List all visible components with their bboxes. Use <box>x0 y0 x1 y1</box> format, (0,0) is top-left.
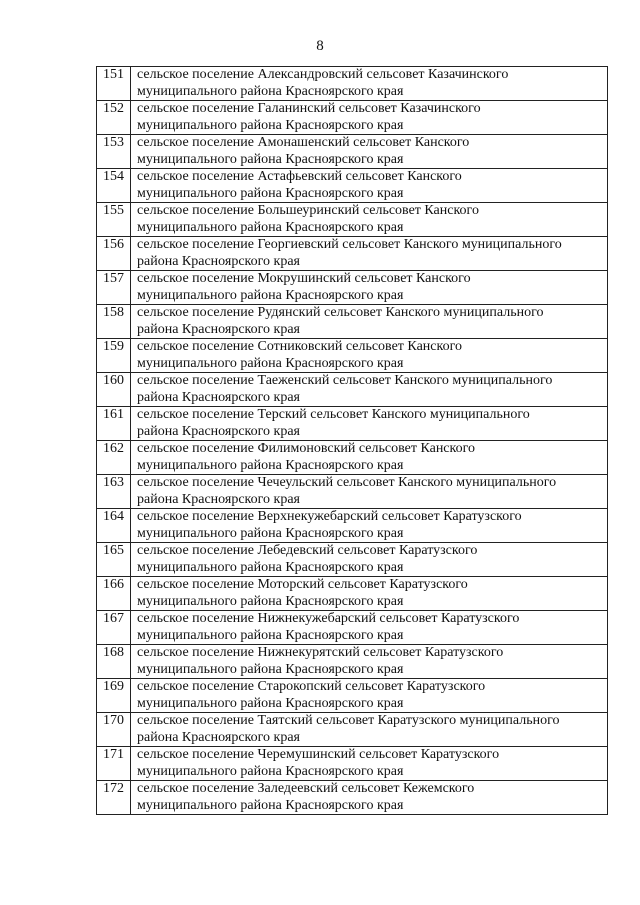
settlement-name-line-2: района Красноярского края <box>137 321 300 337</box>
row-number: 160 <box>97 373 131 407</box>
settlement-name <box>131 101 608 135</box>
table-row <box>97 67 608 101</box>
settlement-name <box>131 747 608 781</box>
settlement-name-line-2: муниципального района Красноярского края <box>137 763 404 779</box>
settlement-name <box>131 271 608 305</box>
settlement-name-line-1: сельское поселение Нижнекужебарский сельсовет Каратузского <box>137 611 520 626</box>
table-row <box>97 679 608 713</box>
settlement-name-line-2: района Красноярского края <box>137 253 300 269</box>
table-row <box>97 509 608 543</box>
settlement-name-line-2: муниципального района Красноярского края <box>137 559 404 575</box>
settlement-name <box>131 713 608 747</box>
row-number: 163 <box>97 475 131 509</box>
settlement-name-line-2: муниципального района Красноярского края <box>137 593 404 609</box>
settlements-table <box>96 66 608 815</box>
settlement-name-line-2: муниципального района Красноярского края <box>137 219 404 235</box>
row-number: 165 <box>97 543 131 577</box>
table-row <box>97 271 608 305</box>
settlement-name-line-2: муниципального района Красноярского края <box>137 695 404 711</box>
row-number: 172 <box>97 781 131 815</box>
settlement-name-line-1: сельское поселение Нижнекурятский сельсовет Каратузского <box>137 645 504 660</box>
row-number: 168 <box>97 645 131 679</box>
settlement-name <box>131 169 608 203</box>
settlement-name-line-1: сельское поселение Александровский сельсовет Казачинского <box>137 67 509 82</box>
settlement-name <box>131 509 608 543</box>
settlement-name-line-1: сельское поселение Георгиевский сельсовет Канского муниципального <box>137 237 562 252</box>
settlement-name-line-2: муниципального района Красноярского края <box>137 151 404 167</box>
table-row <box>97 203 608 237</box>
table-row <box>97 169 608 203</box>
settlement-name <box>131 135 608 169</box>
settlement-name-line-1: сельское поселение Галанинский сельсовет Казачинского <box>137 101 481 116</box>
settlement-name <box>131 237 608 271</box>
row-number: 162 <box>97 441 131 475</box>
settlement-name-line-2: муниципального района Красноярского края <box>137 83 404 99</box>
table-row <box>97 407 608 441</box>
settlement-name-line-1: сельское поселение Рудянский сельсовет Канского муниципального <box>137 305 544 320</box>
table-row <box>97 305 608 339</box>
settlement-name <box>131 305 608 339</box>
row-number: 154 <box>97 169 131 203</box>
settlement-name-line-1: сельское поселение Черемушинский сельсовет Каратузского <box>137 747 500 762</box>
row-number: 170 <box>97 713 131 747</box>
settlement-name <box>131 339 608 373</box>
settlement-name-line-2: муниципального района Красноярского края <box>137 185 404 201</box>
settlement-name <box>131 781 608 815</box>
settlement-name <box>131 407 608 441</box>
table-row <box>97 577 608 611</box>
table-row <box>97 101 608 135</box>
settlement-name <box>131 203 608 237</box>
settlement-name-line-2: муниципального района Красноярского края <box>137 287 404 303</box>
table-row <box>97 543 608 577</box>
settlement-name-line-2: района Красноярского края <box>137 491 300 507</box>
settlement-name-line-1: сельское поселение Сотниковский сельсовет Канского <box>137 339 462 354</box>
table-row <box>97 339 608 373</box>
settlement-name-line-1: сельское поселение Таеженский сельсовет Канского муниципального <box>137 373 553 388</box>
settlement-name-line-1: сельское поселение Лебедевский сельсовет Каратузского <box>137 543 478 558</box>
settlement-name-line-2: муниципального района Красноярского края <box>137 797 404 813</box>
settlement-name <box>131 577 608 611</box>
settlement-name-line-1: сельское поселение Моторский сельсовет Каратузского <box>137 577 468 592</box>
row-number: 169 <box>97 679 131 713</box>
table-row <box>97 747 608 781</box>
settlement-name-line-1: сельское поселение Мокрушинский сельсовет Канского <box>137 271 471 286</box>
table-row <box>97 475 608 509</box>
settlement-name-line-1: сельское поселение Чечеульский сельсовет Канского муниципального <box>137 475 557 490</box>
settlement-name-line-1: сельское поселение Заледеевский сельсовет Кежемского <box>137 781 475 796</box>
table-row <box>97 237 608 271</box>
row-number: 166 <box>97 577 131 611</box>
row-number: 157 <box>97 271 131 305</box>
settlement-name-line-1: сельское поселение Верхнекужебарский сельсовет Каратузского <box>137 509 522 524</box>
settlement-name-line-1: сельское поселение Астафьевский сельсовет Канского <box>137 169 462 184</box>
settlement-name-line-1: сельское поселение Таятский сельсовет Каратузского муниципального <box>137 713 560 728</box>
row-number: 156 <box>97 237 131 271</box>
row-number: 171 <box>97 747 131 781</box>
settlement-name <box>131 543 608 577</box>
table-row <box>97 611 608 645</box>
settlement-name-line-1: сельское поселение Филимоновский сельсовет Канского <box>137 441 476 456</box>
table-row <box>97 713 608 747</box>
table-row <box>97 781 608 815</box>
settlement-name <box>131 679 608 713</box>
settlement-name <box>131 441 608 475</box>
settlement-name-line-2: района Красноярского края <box>137 389 300 405</box>
row-number: 151 <box>97 67 131 101</box>
settlement-name <box>131 611 608 645</box>
row-number: 159 <box>97 339 131 373</box>
settlement-name-line-2: муниципального района Красноярского края <box>137 661 404 677</box>
table-row <box>97 373 608 407</box>
row-number: 161 <box>97 407 131 441</box>
settlement-name-line-1: сельское поселение Амонашенский сельсовет Канского <box>137 135 470 150</box>
row-number: 167 <box>97 611 131 645</box>
page-number: 8 <box>316 38 324 54</box>
settlement-name-line-1: сельское поселение Терский сельсовет Канского муниципального <box>137 407 530 422</box>
settlement-name-line-2: района Красноярского края <box>137 729 300 745</box>
settlement-name <box>131 373 608 407</box>
settlement-name-line-1: сельское поселение Старокопский сельсовет Каратузского <box>137 679 486 694</box>
row-number: 155 <box>97 203 131 237</box>
settlement-name <box>131 67 608 101</box>
settlement-name-line-2: муниципального района Красноярского края <box>137 457 404 473</box>
settlement-name-line-1: сельское поселение Большеуринский сельсовет Канского <box>137 203 479 218</box>
settlement-name-line-2: района Красноярского края <box>137 423 300 439</box>
table-row <box>97 645 608 679</box>
settlement-name-line-2: муниципального района Красноярского края <box>137 355 404 371</box>
table-row <box>97 135 608 169</box>
settlement-name <box>131 475 608 509</box>
row-number: 158 <box>97 305 131 339</box>
table-row <box>97 441 608 475</box>
row-number: 164 <box>97 509 131 543</box>
settlement-name-line-2: муниципального района Красноярского края <box>137 627 404 643</box>
settlement-name-line-2: муниципального района Красноярского края <box>137 525 404 541</box>
settlement-name-line-2: муниципального района Красноярского края <box>137 117 404 133</box>
row-number: 152 <box>97 101 131 135</box>
settlement-name <box>131 645 608 679</box>
table-body <box>97 67 608 815</box>
row-number: 153 <box>97 135 131 169</box>
